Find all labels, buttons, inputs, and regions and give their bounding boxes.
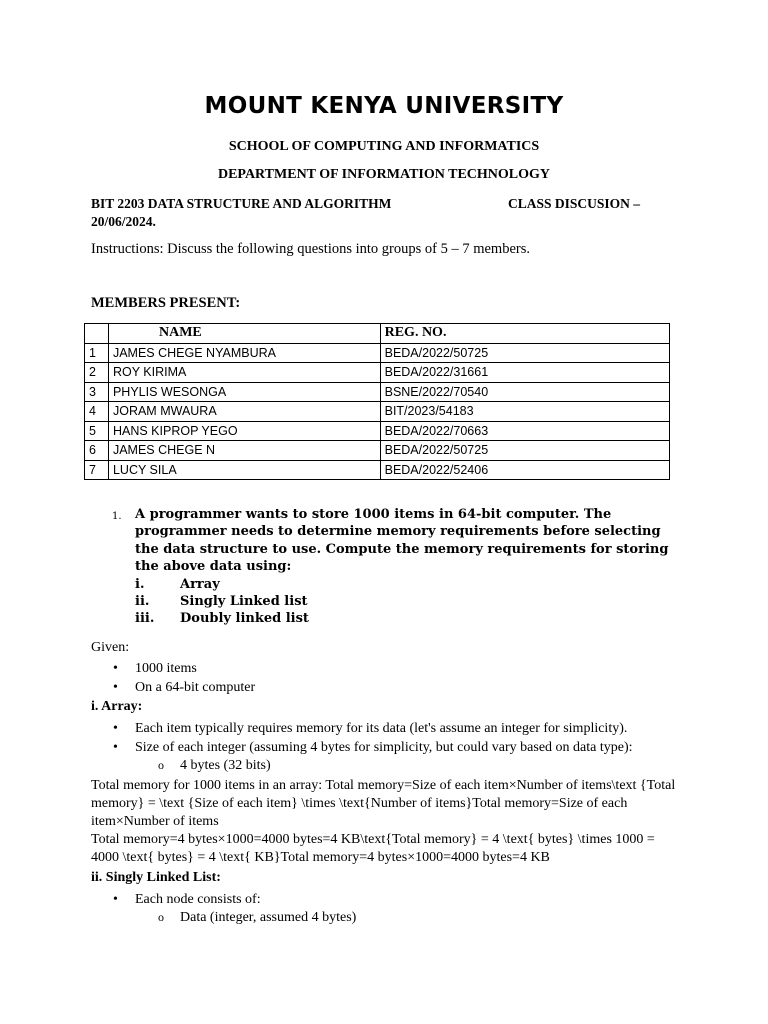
option-numeral: i. [135, 576, 145, 592]
members-label: MEMBERS PRESENT: [91, 295, 241, 311]
option-label: Singly Linked list [180, 594, 308, 610]
bullet-icon: • [113, 721, 118, 736]
member-name: PHYLIS WESONGA [108, 382, 380, 402]
member-name: LUCY SILA [108, 460, 380, 480]
list-item-text: On a 64-bit computer [135, 680, 256, 695]
table-row [85, 363, 670, 383]
array-heading: i. Array: [91, 699, 143, 714]
total-memory-paragraph: Total memory for 1000 items in an array: Total memory=Size of each item×Number of items\text {Total memory} = \text {Size of each item} \times \text{Number of items}Total memory=Size of each item×Number of items [91, 778, 676, 829]
member-reg: BIT/2023/54183 [380, 402, 669, 422]
column-header-reg: REG. NO. [380, 324, 669, 344]
table-row [85, 460, 670, 480]
member-reg: BEDA/2022/50725 [380, 441, 669, 461]
row-number: 3 [85, 382, 109, 402]
column-header-name: NAME [108, 324, 380, 344]
question-1 [112, 506, 682, 628]
department-heading: DEPARTMENT OF INFORMATION TECHNOLOGY [217, 167, 551, 182]
bullet-icon: • [113, 740, 118, 755]
column-header-number [85, 324, 109, 344]
member-name: HANS KIPROP YEGO [108, 421, 380, 441]
table-row [85, 421, 670, 441]
singly-linked-heading: ii. Singly Linked List: [91, 870, 221, 885]
sub-list-item-text: 4 bytes (32 bits) [180, 758, 271, 773]
instructions: Instructions: Discuss the following questions into groups of 5 – 7 members. [91, 241, 530, 257]
member-reg: BEDA/2022/31661 [380, 363, 669, 383]
circle-bullet-icon: o [158, 758, 164, 772]
row-number: 7 [85, 460, 109, 480]
circle-bullet-icon: o [158, 910, 164, 924]
bullet-icon: • [113, 892, 118, 907]
bullet-icon: • [113, 680, 118, 695]
course-line [91, 195, 651, 229]
row-number: 1 [85, 343, 109, 363]
question-option [135, 576, 682, 593]
table-row [85, 402, 670, 422]
option-label: Doubly linked list [180, 611, 309, 627]
option-numeral: ii. [135, 594, 150, 610]
table-header-row [85, 324, 670, 344]
sub-list-item-text: Data (integer, assumed 4 bytes) [180, 910, 357, 925]
member-name: JAMES CHEGE N [108, 441, 380, 461]
table-row [85, 343, 670, 363]
table-row [85, 441, 670, 461]
question-option [135, 593, 682, 610]
member-reg: BEDA/2022/70663 [380, 421, 669, 441]
session-date: 20/06/2024. [91, 214, 156, 229]
question-option [135, 610, 682, 627]
question-text: A programmer wants to store 1000 items in 64-bit computer. The programmer needs to determine memory requirements before selecting the data structure to use. Compute the memory requirements for storing the above data using: [135, 507, 669, 575]
list-item-text: Size of each integer (assuming 4 bytes for simplicity, but could vary based on data type): [135, 740, 633, 755]
option-label: Array [180, 576, 220, 592]
list-item-text: 1000 items [135, 661, 197, 676]
list-item-text: Each node consists of: [135, 892, 261, 907]
school-heading: SCHOOL OF COMPUTING AND INFORMATICS [228, 139, 540, 154]
member-reg: BSNE/2022/70540 [380, 382, 669, 402]
row-number: 4 [85, 402, 109, 422]
question-number: 1. [112, 511, 122, 522]
member-reg: BEDA/2022/52406 [380, 460, 669, 480]
member-name: ROY KIRIMA [108, 363, 380, 383]
row-number: 5 [85, 421, 109, 441]
bullet-icon: • [113, 661, 118, 676]
row-number: 6 [85, 441, 109, 461]
members-table [84, 323, 670, 480]
session-label: CLASS DISCUSION – [508, 196, 641, 211]
university-title: MOUNT KENYA UNIVERSITY [204, 93, 564, 119]
course-title: BIT 2203 DATA STRUCTURE AND ALGORITHM [91, 196, 392, 211]
member-name: JAMES CHEGE NYAMBURA [108, 343, 380, 363]
option-numeral: iii. [135, 611, 155, 627]
list-item-text: Each item typically requires memory for its data (let's assume an integer for simplicity). [135, 721, 628, 736]
row-number: 2 [85, 363, 109, 383]
member-name: JORAM MWAURA [108, 402, 380, 422]
table-row [85, 382, 670, 402]
given-label: Given: [91, 640, 130, 655]
total-calc-paragraph: Total memory=4 bytes×1000=4000 bytes=4 KB\text{Total memory} = 4 \text{ bytes} \times 1000 = 4000 \text{ bytes} = 4 \text{ KB}Total memory=4 bytes×1000=4000 bytes=4 KB [91, 832, 655, 865]
member-reg: BEDA/2022/50725 [380, 343, 669, 363]
